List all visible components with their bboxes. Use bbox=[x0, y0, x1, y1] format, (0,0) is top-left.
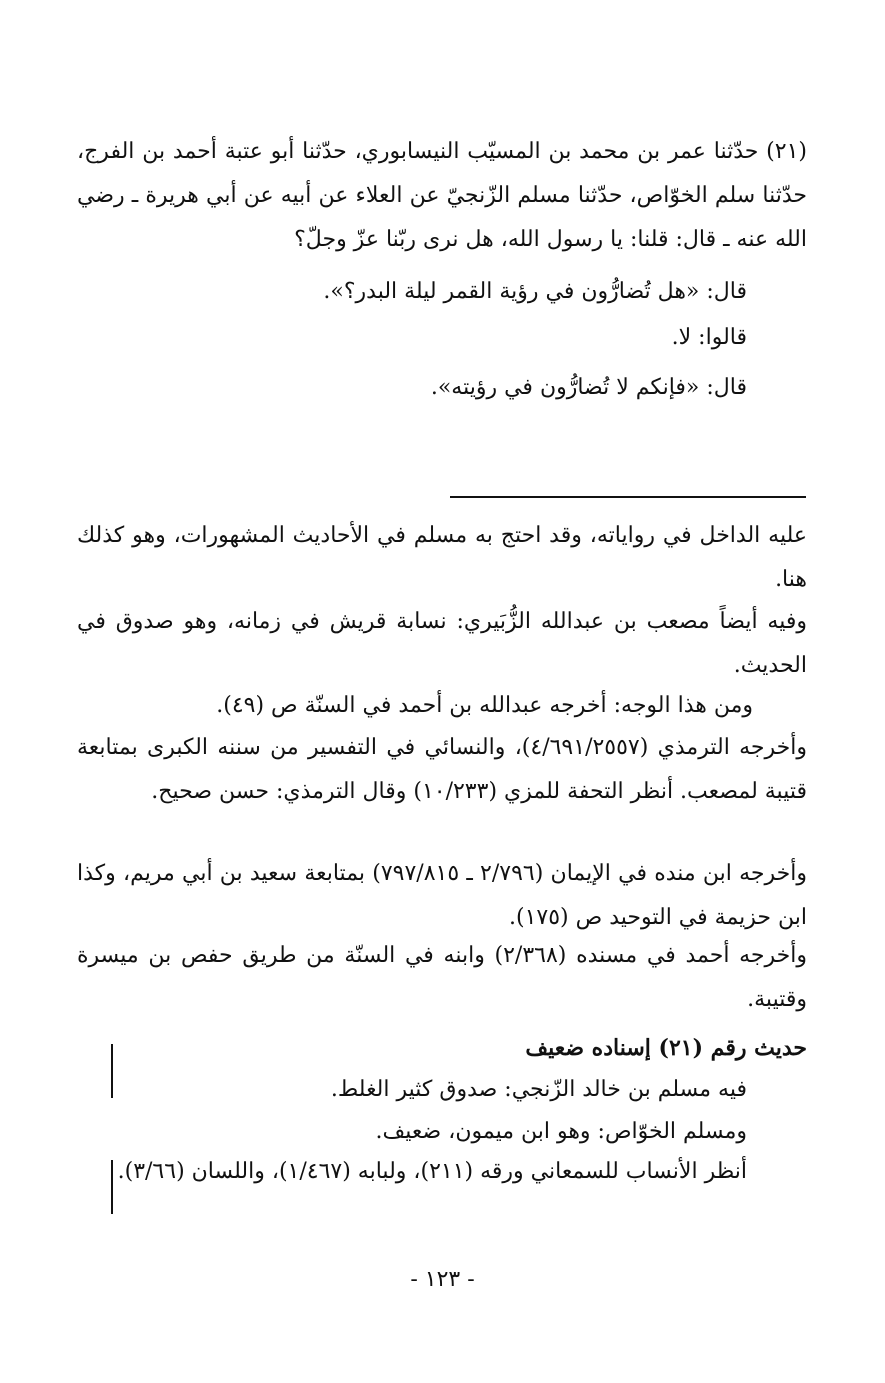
footnote-paragraph-1: عليه الداخل في رواياته، وقد احتج به مسلم في الأحاديث المشهورات، وهو كذلك هنا. bbox=[77, 523, 807, 592]
references-line: أنظر الأنساب للسمعاني ورقه (٢١١)، ولبابه (١/٤٦٧)، واللسان (٣/٦٦). bbox=[117, 1159, 747, 1184]
dialogue-line-1: قال: «هل تُضارُّون في رؤية القمر ليلة البدر؟». bbox=[323, 279, 747, 304]
footnote-divider bbox=[450, 496, 806, 498]
footnote-paragraph-4: وأخرجه الترمذي (٤/٦٩١/٢٥٥٧)، والنسائي في التفسير من سننه الكبرى بمتابعة قتيبة لمصعب. أنظر التحفة للمزي (١٠/٢٣٣) وقال الترمذي: حسن صحيح. bbox=[77, 735, 807, 804]
dialogue-line-3: قال: «فإنكم لا تُضارُّون في رؤيته». bbox=[430, 375, 747, 400]
footnote-paragraph-3: ومن هذا الوجه: أخرجه عبدالله بن أحمد في السنّة ص (٤٩). bbox=[216, 693, 753, 718]
footnote-paragraph-5: وأخرجه ابن منده في الإيمان (٢/٧٩٦ ـ ٧٩٧/٨١٥) بمتابعة سعيد بن أبي مريم، وكذا ابن حزيمة في التوحيد ص (١٧٥). bbox=[77, 861, 807, 930]
dialogue-line-2: قالوا: لا. bbox=[671, 325, 747, 350]
footnote-paragraph-6: وأخرجه أحمد في مسنده (٢/٣٦٨) وابنه في السنّة من طريق حفص بن ميسرة وقتيبة. bbox=[77, 943, 807, 1012]
grading-title: حديث رقم (٢١) إسناده ضعيف bbox=[525, 1035, 807, 1061]
footnote-paragraph-2: وفيه أيضاً مصعب بن عبدالله الزُّبَيري: نسابة قريش في زمانه، وهو صدوق في الحديث. bbox=[77, 609, 807, 678]
page-number: - ١٢٣ - bbox=[410, 1267, 475, 1292]
grading-line-1: فيه مسلم بن خالد الزّنجي: صدوق كثير الغلط. bbox=[330, 1077, 747, 1102]
hadith-paragraph: (٢١) حدّثنا عمر بن محمد بن المسيّب النيسابوري، حدّثنا أبو عتبة أحمد بن الفرج، حدّثنا سلم الخوّاص، حدّثنا مسلم الزّنجيّ عن العلاء عن أبيه عن أبي هريرة ـ رضي الله عنه ـ قال: قلنا: يا رسول الله، هل نرى ربّنا عزّ وجلّ؟ bbox=[77, 139, 808, 252]
grading-line-2: ومسلم الخوّاص: وهو ابن ميمون، ضعيف. bbox=[375, 1119, 747, 1144]
